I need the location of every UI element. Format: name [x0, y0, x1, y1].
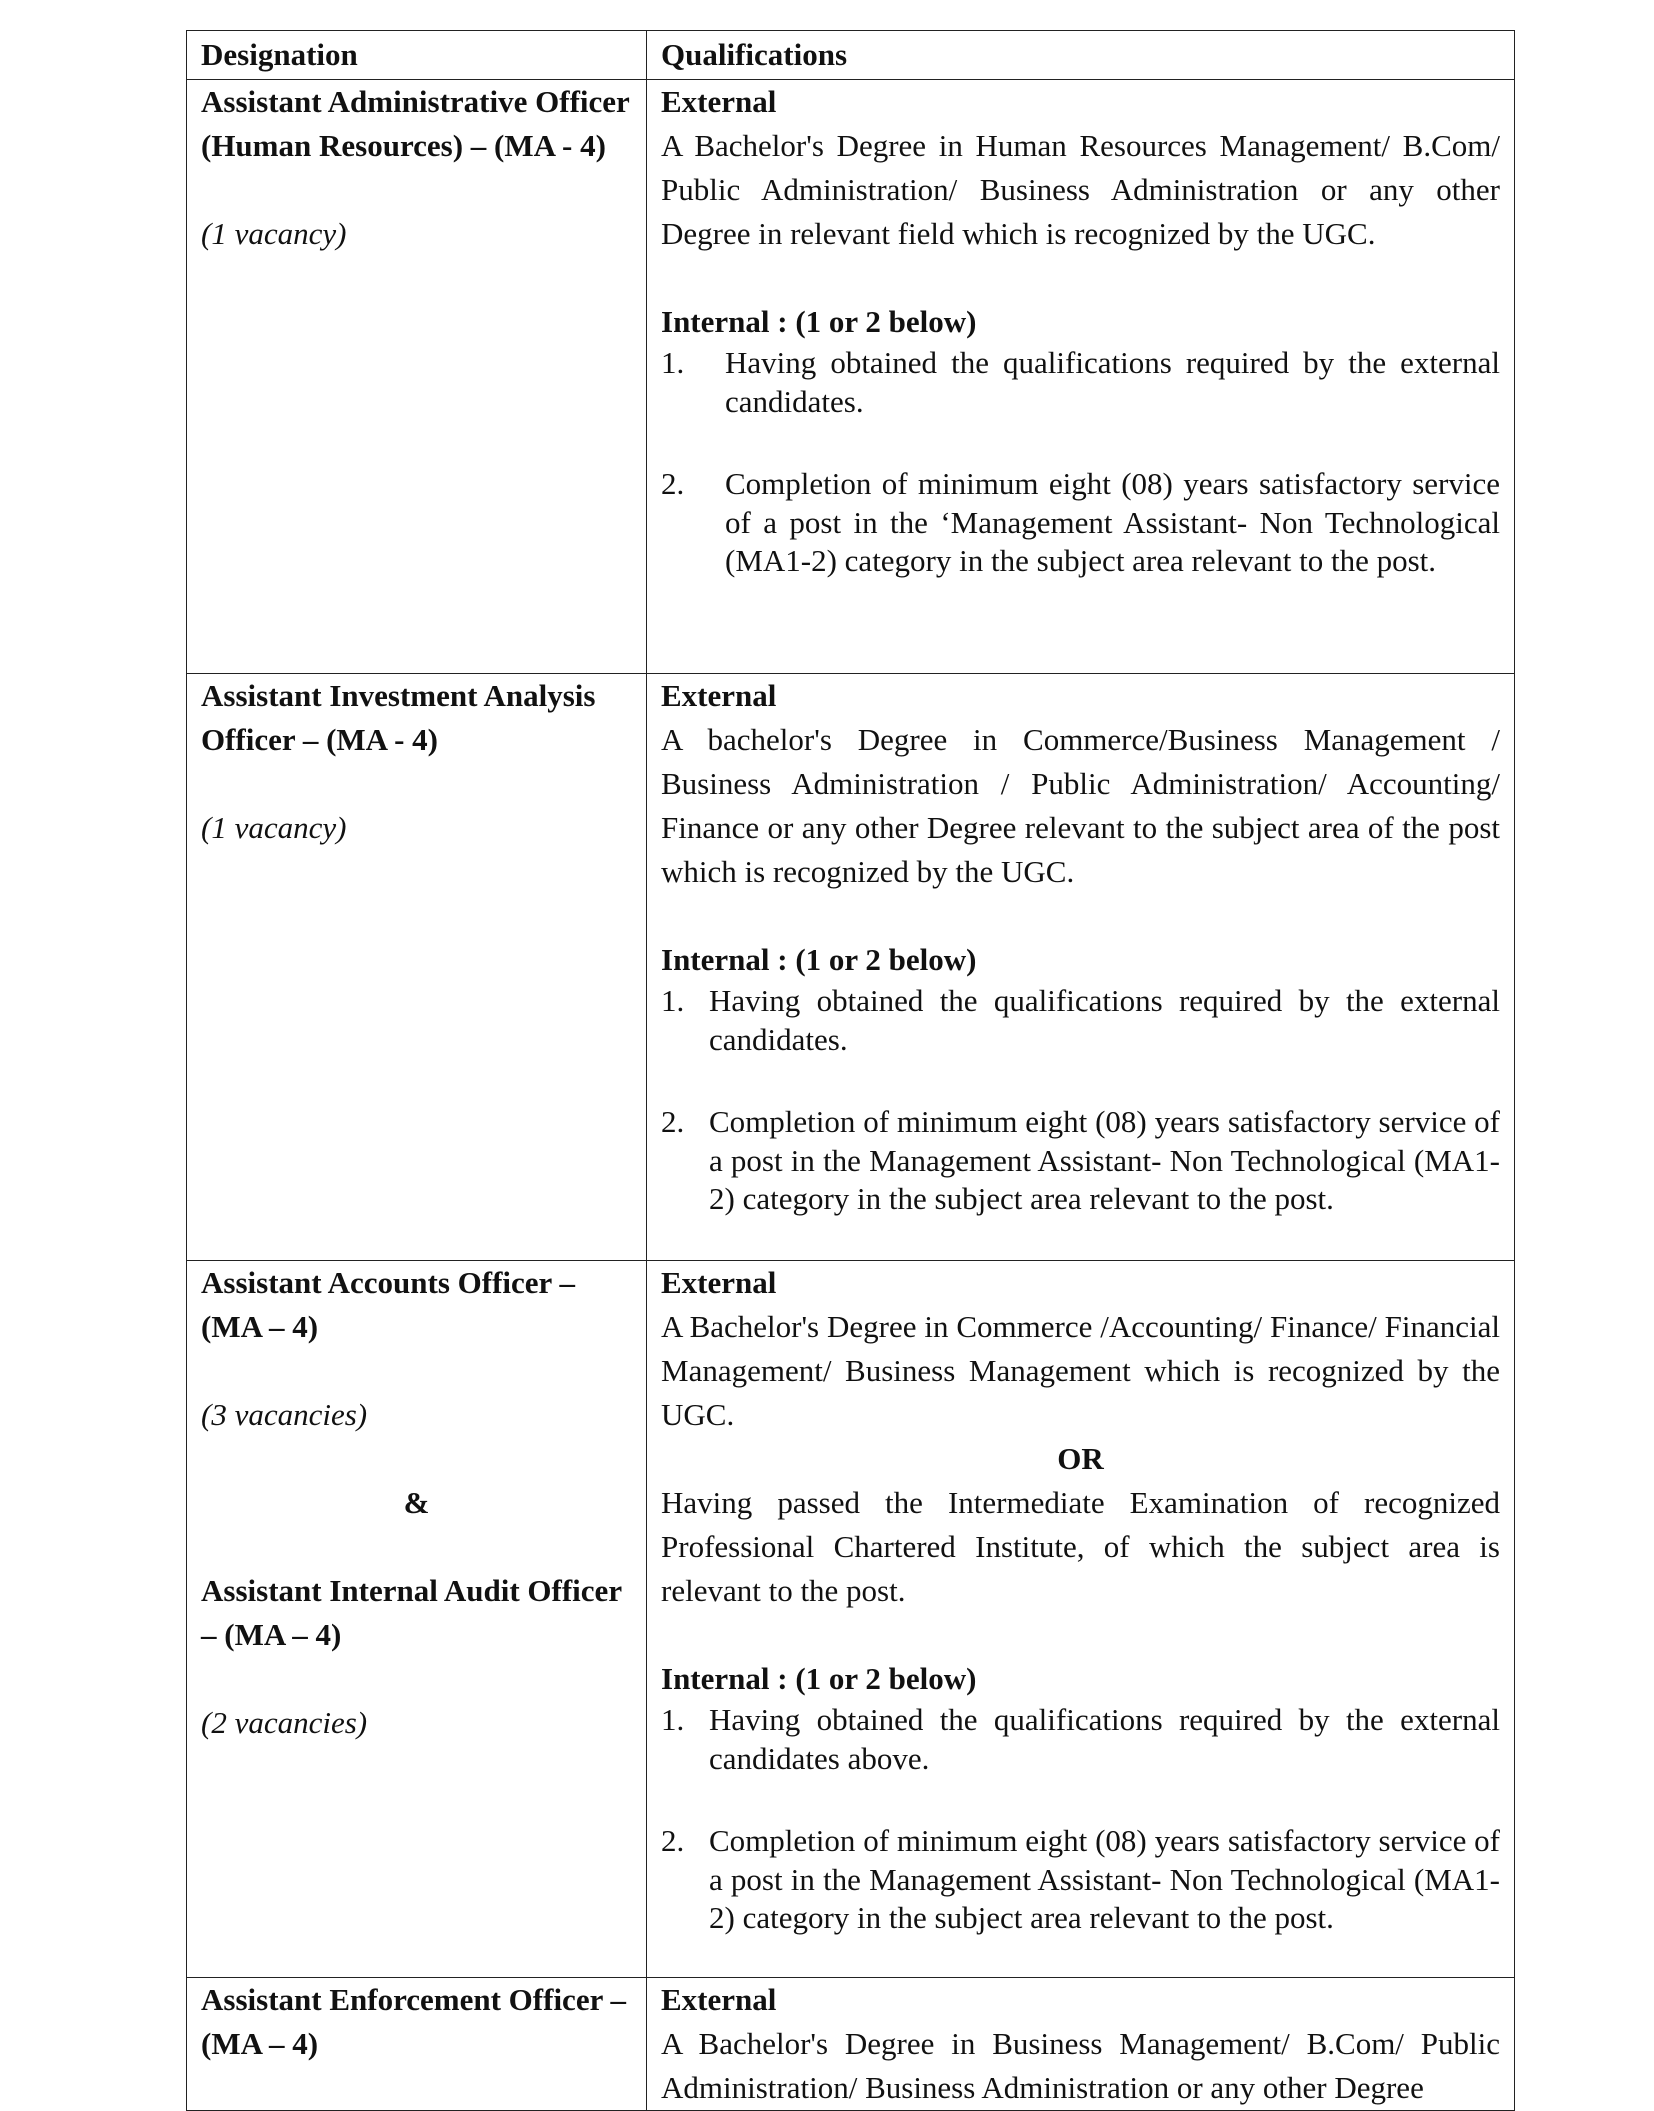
- designation-cell: [187, 674, 647, 1261]
- external-text: A Bachelor's Degree in Human Resources Management/ B.Com/ Public Administration/ Business Administration or any other Degree in relevant field which is recognized by the UGC.: [661, 128, 1500, 251]
- designation-title: Assistant Enforcement Officer – (MA – 4): [201, 1982, 627, 2061]
- list-item: [661, 344, 1500, 421]
- list-item: [661, 1822, 1500, 1938]
- external-text: A bachelor's Degree in Commerce/Business Management / Business Administration / Public Administration/ Accounting/ Finance or any other Degree relevant to the subject area of the post which is recognized by the UGC.: [661, 722, 1500, 889]
- designation-title: Assistant Administrative Officer (Human Resources) – (MA - 4): [201, 84, 630, 163]
- table-row: [187, 80, 1515, 674]
- internal-heading: Internal : (1 or 2 below): [661, 304, 977, 339]
- vacancy-count: (1 vacancy): [201, 810, 347, 845]
- designation-title: Assistant Accounts Officer – (MA – 4): [201, 1265, 575, 1344]
- table-row: [187, 1261, 1515, 1978]
- qualifications-cell: [647, 1978, 1515, 2111]
- list-text: Completion of minimum eight (08) years satisfactory service of a post in the Management Assistant- Non Technological (MA1-2) category in the subject area relevant to the post.: [709, 1823, 1500, 1935]
- list-number: 1.: [661, 1702, 685, 1737]
- vacancy-count: (3 vacancies): [201, 1397, 368, 1432]
- qualifications-cell: [647, 80, 1515, 674]
- list-number: 1.: [661, 983, 685, 1018]
- external-text: A Bachelor's Degree in Commerce /Accounting/ Finance/ Financial Management/ Business Management which is recognized by the UGC.: [661, 1309, 1500, 1432]
- list-number: 2.: [661, 466, 685, 501]
- designation-cell: [187, 1978, 647, 2111]
- list-item: [661, 982, 1500, 1059]
- table-row: [187, 674, 1515, 1261]
- designation-cell: [187, 80, 647, 674]
- list-item: [661, 465, 1500, 581]
- table-header-row: [187, 31, 1515, 80]
- list-text: Completion of minimum eight (08) years satisfactory service of a post in the Management Assistant- Non Technological (MA1-2) category in the subject area relevant to the post.: [709, 1104, 1500, 1216]
- external-heading: External: [661, 1265, 777, 1300]
- ampersand: &: [403, 1485, 430, 1520]
- list-number: 1.: [661, 345, 685, 380]
- external-text: A Bachelor's Degree in Business Management/ B.Com/ Public Administration/ Business Administration or any other Degree: [661, 2026, 1500, 2105]
- list-text: Having obtained the qualifications required by the external candidates.: [725, 345, 1500, 419]
- qualifications-table: [186, 30, 1515, 2111]
- external-heading: External: [661, 1982, 777, 2017]
- header-qualifications: Qualifications: [647, 31, 1515, 80]
- internal-list: [661, 344, 1500, 581]
- designation-title-b: Assistant Internal Audit Officer – (MA – 4): [201, 1573, 622, 1652]
- external-text-b: Having passed the Intermediate Examination of recognized Professional Chartered Institute, of which the subject area is relevant to the post.: [661, 1485, 1500, 1608]
- vacancy-count: (1 vacancy): [201, 216, 347, 251]
- qualifications-cell: [647, 674, 1515, 1261]
- header-designation: Designation: [187, 31, 647, 80]
- designation-cell: [187, 1261, 647, 1978]
- list-text: Completion of minimum eight (08) years satisfactory service of a post in the ‘Management Assistant- Non Technological (MA1-2) category in the subject area relevant to the post.: [725, 466, 1500, 578]
- list-number: 2.: [661, 1104, 685, 1139]
- internal-list: [661, 982, 1500, 1219]
- list-text: Having obtained the qualifications required by the external candidates above.: [709, 1702, 1500, 1776]
- list-item: [661, 1103, 1500, 1219]
- document-page: [186, 30, 1514, 2107]
- designation-title: Assistant Investment Analysis Officer – (MA - 4): [201, 678, 596, 757]
- internal-heading: Internal : (1 or 2 below): [661, 942, 977, 977]
- or-label: OR: [1057, 1441, 1104, 1476]
- list-item: [661, 1701, 1500, 1778]
- internal-list: [661, 1701, 1500, 1938]
- vacancy-count-b: (2 vacancies): [201, 1705, 368, 1740]
- qualifications-cell: [647, 1261, 1515, 1978]
- external-heading: External: [661, 84, 777, 119]
- list-text: Having obtained the qualifications required by the external candidates.: [709, 983, 1500, 1057]
- external-heading: External: [661, 678, 777, 713]
- internal-heading: Internal : (1 or 2 below): [661, 1661, 977, 1696]
- list-number: 2.: [661, 1823, 685, 1858]
- table-row: [187, 1978, 1515, 2111]
